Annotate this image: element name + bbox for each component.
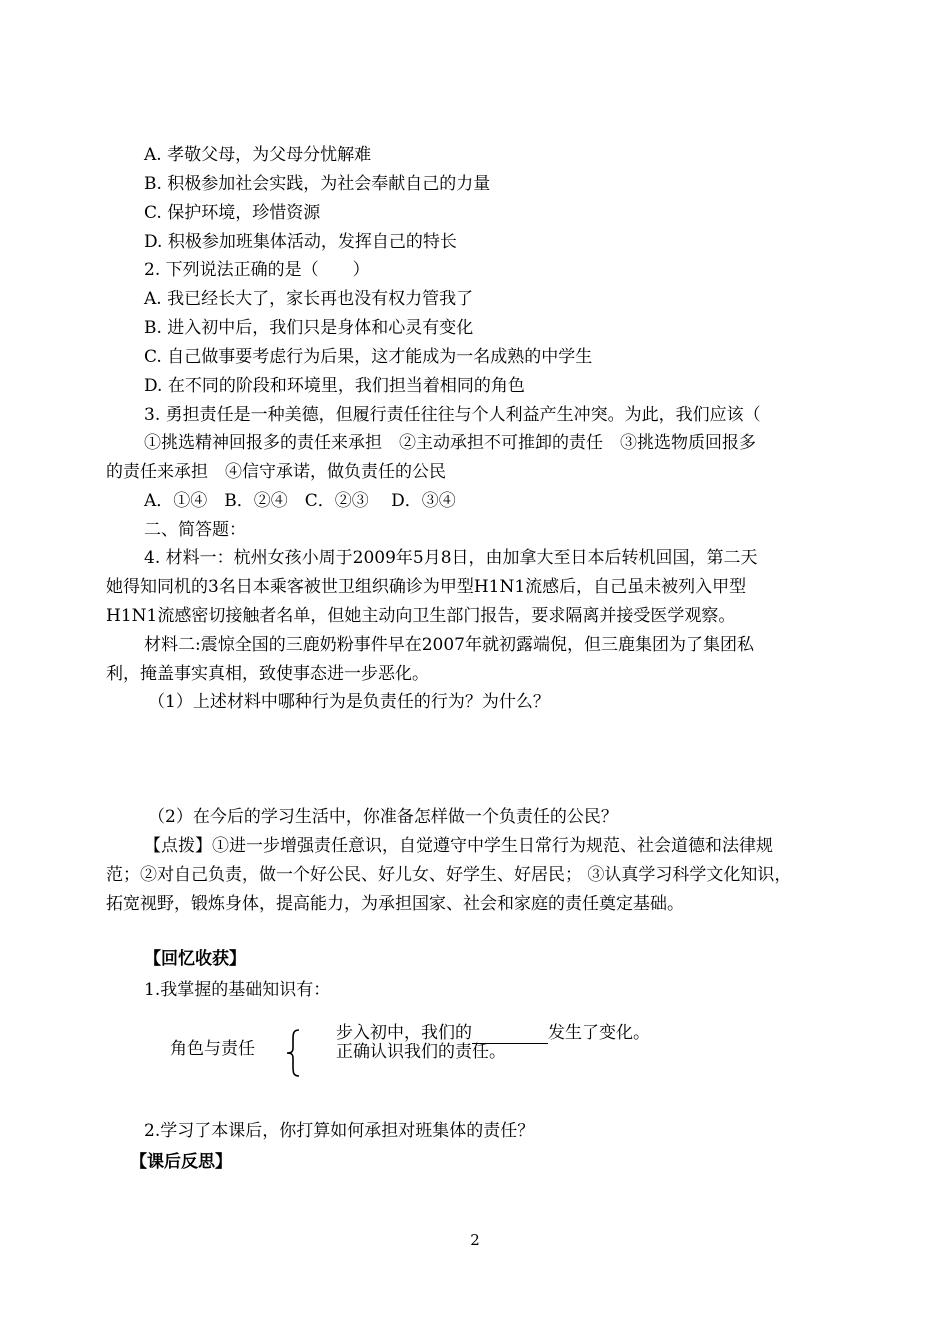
reflection-title: 【课后反思】 <box>130 1152 232 1172</box>
q4-material2-line1: 材料二:震惊全国的三鹿奶粉事件早在2007年就初露端倪，但三鹿集团为了集团私 <box>144 635 754 655</box>
review-topic: 角色与责任 <box>170 1039 255 1059</box>
q4-hint-line1: 【点拨】①进一步增强责任意识，自觉遵守中学生日常行为规范、社会道德和法律规 <box>144 836 773 856</box>
q3-items-line1: ①挑选精神回报多的责任来承担 ②主动承担不可推卸的责任 ③挑选物质回报多 <box>144 433 756 453</box>
q4-material2-line2: 利，掩盖事实真相，致使事态进一步恶化。 <box>106 664 429 684</box>
section-title: 二、简答题： <box>144 520 246 540</box>
q1-option-b: B. 积极参加社会实践，为社会奉献自己的力量 <box>144 174 491 194</box>
q1-option-c: C. 保护环境，珍惜资源 <box>144 203 321 223</box>
review-branch-2: 正确认识我们的责任。 <box>336 1042 506 1062</box>
q1-option-d: D. 积极参加班集体活动，发挥自己的特长 <box>144 232 457 252</box>
q4-material1-line2: 她得知同机的3名日本乘客被世卫组织确诊为甲型H1N1流感后，自己虽未被列入甲型 <box>106 577 747 597</box>
brace-icon <box>283 1028 305 1078</box>
q3-items-line2: 的责任来承担 ④信守承诺，做负责任的公民 <box>106 462 446 482</box>
review-branch-1-before: 步入初中，我们的 <box>336 1023 472 1043</box>
q4-sub-question-1: （1）上述材料中哪种行为是负责任的行为？为什么？ <box>148 692 550 712</box>
q1-option-a: A. 孝敬父母，为父母分忧解难 <box>144 145 372 165</box>
q2-option-b: B. 进入初中后，我们只是身体和心灵有变化 <box>144 318 474 338</box>
review-title: 【回忆收获】 <box>144 949 246 969</box>
review-item-1: 1.我掌握的基础知识有： <box>144 980 331 1000</box>
review-branch-1-after: 发生了变化。 <box>548 1023 650 1043</box>
page-number: 2 <box>470 1231 480 1249</box>
q2-option-a: A. 我已经长大了，家长再也没有权力管我了 <box>144 289 474 309</box>
q2-stem: 2. 下列说法正确的是（ ） <box>144 260 370 280</box>
q4-material1-line3: H1N1流感密切接触者名单，但她主动向卫生部门报告，要求隔离并接受医学观察。 <box>106 606 736 626</box>
q3-stem: 3. 勇担责任是一种美德，但履行责任往往与个人利益产生冲突。为此，我们应该（ <box>144 405 761 425</box>
q3-answer-choices: A．①④ B．②④ C．②③ D．③④ <box>144 491 456 511</box>
q4-sub-question-2: （2）在今后的学习生活中，你准备怎样做一个负责任的公民？ <box>148 807 618 827</box>
review-item-2: 2.学习了本课后，你打算如何承担对班集体的责任？ <box>144 1121 535 1141</box>
q4-hint-line3: 拓宽视野，锻炼身体，提高能力，为承担国家、社会和家庭的责任奠定基础。 <box>106 894 684 914</box>
q4-material1-line1: 4. 材料一：杭州女孩小周于2009年5月8日，由加拿大至日本后转机回国，第二天 <box>144 548 758 568</box>
q2-option-d: D. 在不同的阶段和环境里，我们担当着相同的角色 <box>144 376 525 396</box>
q4-hint-line2: 范；②对自己负责，做一个好公民、好儿女、好学生、好居民； ③认真学习科学文化知识， <box>106 865 792 885</box>
q2-option-c: C. 自己做事要考虑行为后果，这才能成为一名成熟的中学生 <box>144 347 593 367</box>
